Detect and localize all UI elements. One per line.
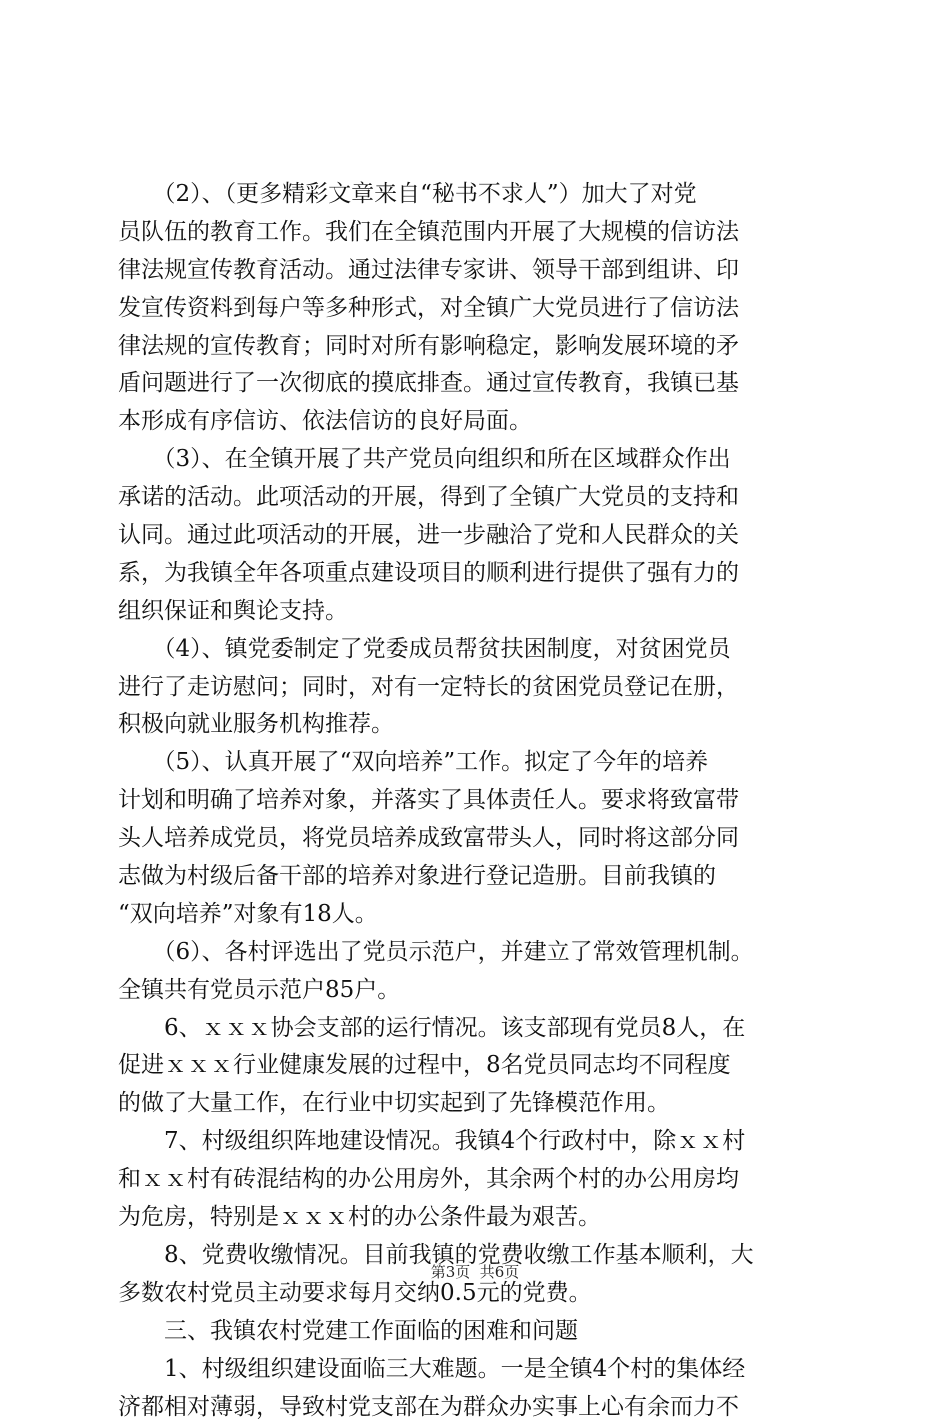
text-line: 8、党费收缴情况。目前我镇的党费收缴工作基本顺利，大 [118, 1237, 838, 1275]
text-line: 律法规宣传教育活动。通过法律专家讲、领导干部到组讲、印 [118, 252, 838, 290]
text-line: 三、我镇农村党建工作面临的困难和问题 [118, 1313, 838, 1351]
text-line: 组织保证和舆论支持。 [118, 593, 838, 631]
text-line: 计划和明确了培养对象，并落实了具体责任人。要求将致富带 [118, 782, 838, 820]
text-line: 积极向就业服务机构推荐。 [118, 706, 838, 744]
page-footer [0, 1262, 950, 1282]
text-line: 系，为我镇全年各项重点建设项目的顺利进行提供了强有力的 [118, 555, 838, 593]
text-line: 为危房，特别是ｘｘｘ村的办公条件最为艰苦。 [118, 1199, 838, 1237]
text-line: 和ｘｘ村有砖混结构的办公用房外，其余两个村的办公用房均 [118, 1161, 838, 1199]
text-line: 承诺的活动。此项活动的开展，得到了全镇广大党员的支持和 [118, 479, 838, 517]
text-line: （5）、认真开展了“双向培养”工作。拟定了今年的培养 [118, 744, 838, 782]
text-line: 6、ｘｘｘ协会支部的运行情况。该支部现有党员8人，在 [118, 1010, 838, 1048]
text-line: 头人培养成党员，将党员培养成致富带头人，同时将这部分同 [118, 820, 838, 858]
text-line: 进行了走访慰问；同时，对有一定特长的贫困党员登记在册， [118, 669, 838, 707]
text-line: 发宣传资料到每户等多种形式，对全镇广大党员进行了信访法 [118, 290, 838, 328]
text-line: 全镇共有党员示范户85户。 [118, 972, 838, 1010]
text-line: 促进ｘｘｘ行业健康发展的过程中，8名党员同志均不同程度 [118, 1047, 838, 1085]
text-line: （4）、镇党委制定了党委成员帮贫扶困制度，对贫困党员 [118, 631, 838, 669]
text-line: 盾问题进行了一次彻底的摸底排查。通过宣传教育，我镇已基 [118, 365, 838, 403]
text-line: （6）、各村评选出了党员示范户，并建立了常效管理机制。 [118, 934, 838, 972]
text-line: （2）、（更多精彩文章来自“秘书不求人”）加大了对党 [118, 176, 838, 214]
text-line: 律法规的宣传教育；同时对所有影响稳定，影响发展环境的矛 [118, 328, 838, 366]
text-line: （3）、在全镇开展了共产党员向组织和所在区域群众作出 [118, 441, 838, 479]
text-line: 济都相对薄弱，导致村党支部在为群众办实事上心有余而力不 [118, 1389, 838, 1426]
text-line: 7、村级组织阵地建设情况。我镇4个行政村中，除ｘｘ村 [118, 1123, 838, 1161]
text-line: 1、村级组织建设面临三大难题。一是全镇4个村的集体经 [118, 1351, 838, 1389]
text-line: “双向培养”对象有18人。 [118, 896, 838, 934]
text-line: 多数农村党员主动要求每月交纳0.5元的党费。 [118, 1275, 838, 1313]
text-line: 的做了大量工作，在行业中切实起到了先锋模范作用。 [118, 1085, 838, 1123]
page-number: 第3页 共6页 [431, 1263, 520, 1281]
text-line: 志做为村级后备干部的培养对象进行登记造册。目前我镇的 [118, 858, 838, 896]
text-line: 员队伍的教育工作。我们在全镇范围内开展了大规模的信访法 [118, 214, 838, 252]
document-body [118, 176, 838, 1426]
text-line: 认同。通过此项活动的开展，进一步融洽了党和人民群众的关 [118, 517, 838, 555]
text-line: 本形成有序信访、依法信访的良好局面。 [118, 403, 838, 441]
